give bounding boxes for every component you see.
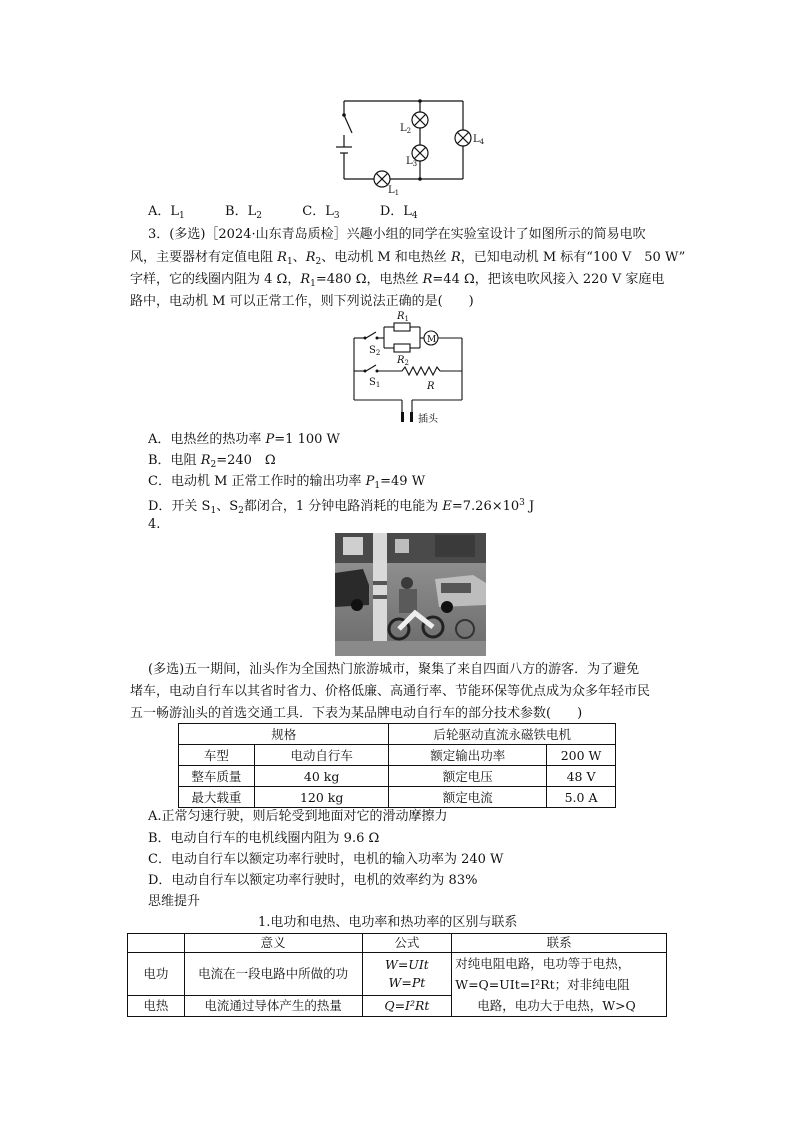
spec-header-left: 规格: [179, 724, 389, 745]
q3-stem-line4: 路中，电动机 M 可以正常工作，则下列说法正确的是( ): [130, 294, 474, 309]
table-cell: 额定电流: [389, 787, 547, 808]
label-r2: $R_2$: [397, 355, 409, 367]
table-cell: 120 kg: [254, 787, 389, 808]
table-cell: 整车质量: [179, 766, 255, 787]
table-row: [179, 745, 616, 766]
table-row: [128, 953, 667, 996]
label-l4: $L_4$: [473, 134, 485, 146]
q2-options: [148, 203, 418, 225]
table-header-row: [179, 724, 616, 745]
label-l1: $L_1$: [388, 185, 400, 197]
q4-option-c[interactable]: C．电动自行车以额定功率行驶时，电机的输入功率为 240 W: [148, 852, 504, 867]
q4-number: 4.: [148, 517, 161, 532]
q4-option-d[interactable]: D．电动自行车以额定功率行驶时，电机的效率约为 83%: [148, 873, 478, 888]
lamp-l2-icon: [412, 112, 428, 128]
q3-option-a[interactable]: A．电热丝的热功率 P=1 100 W: [148, 432, 340, 447]
table-cell-formula: W=UIt W=Pt: [362, 953, 452, 996]
work-heat-comparison-table: [127, 933, 667, 1017]
table-cell: 200 W: [547, 745, 616, 766]
q3-stem-line3: 字样，它的线圈内阻为 4 Ω，$R_1=480$ Ω，电热丝 R=44 Ω，把该电吹风接入 220 V 家庭电: [130, 272, 665, 289]
label-r1: $R_1$: [397, 311, 409, 323]
q4-stem-line2: 堵车，电动自行车以其省时省力、价格低廉、高通行率、节能环保等优点成为众多年轻市民: [130, 684, 651, 699]
label-s1: $S_1$: [369, 377, 381, 389]
table-row: [179, 766, 616, 787]
table-cell-formula: Q=I²Rt: [362, 995, 452, 1016]
label-l3: $L_3$: [406, 156, 418, 168]
q4-option-b[interactable]: B．电动自行车的电机线圈内阻为 9.6 Ω: [148, 831, 380, 846]
q3-stem-line2: 风，主要器材有定值电阻 $R_1$、$R_2$、电动机 M 和电热丝 R，已知电动机 M 标有“100 V 50 W”: [130, 250, 686, 267]
table-cell: 电功: [128, 953, 185, 996]
label-r: R: [427, 381, 435, 392]
motor-m-label: M: [427, 335, 437, 345]
ebike-spec-table: [178, 723, 616, 808]
plug-label: 插头: [418, 414, 438, 425]
thinking-heading: 思维提升: [148, 894, 201, 909]
q4-option-a[interactable]: A.正常匀速行驶，则后轮受到地面对它的滑动摩擦力: [148, 809, 448, 824]
q3-option-d[interactable]: D．开关 $S_1$、$S_2$都闭合，1 分钟电路消耗的电能为 $E=7.26\times 10^3$ J: [148, 498, 535, 516]
q2-option-d[interactable]: D．$L_4$: [379, 204, 418, 221]
q2-option-b[interactable]: B．$L_2$: [225, 204, 262, 221]
table-cell: 电动自行车: [254, 745, 389, 766]
table-cell: 额定电压: [389, 766, 547, 787]
q3-stem-line1: 3．(多选)［2024·山东青岛质检］兴趣小组的同学在实验室设计了如图所示的简易电吹: [148, 227, 646, 242]
table-cell: 联系: [452, 934, 667, 953]
table-cell-link: 对纯电阻电路，电功等于电热， W=Q=UIt=I²Rt；对非纯电阻 电路，电功大于电热，W>Q: [452, 953, 667, 1017]
hair-dryer-circuit-diagram: [340, 308, 475, 426]
table-cell: 48 V: [547, 766, 616, 787]
q3-option-b[interactable]: B．电阻 $R_2=240$ Ω: [148, 453, 276, 470]
spec-header-right: 后轮驱动直流永磁铁电机: [389, 724, 616, 745]
q2-option-c[interactable]: C．$L_3$: [302, 204, 340, 221]
table-row: [179, 787, 616, 808]
table-cell: 电流在一段电路中所做的功: [184, 953, 362, 996]
q2-option-a[interactable]: A．$L_1$: [148, 204, 185, 221]
q3-option-c[interactable]: C．电动机 M 正常工作时的输出功率 $P_1=49$ W: [148, 474, 426, 491]
table-cell: 电热: [128, 995, 185, 1016]
q4-stem-line3: 五一畅游汕头的首选交通工具．下表为某品牌电动自行车的部分技术参数( ): [130, 706, 583, 721]
table-cell: 最大载重: [179, 787, 255, 808]
label-l2: $L_2$: [400, 123, 412, 135]
table-cell: [128, 934, 185, 953]
q4-stem-line1: (多选)五一期间，汕头作为全国热门旅游城市，聚集了来自四面八方的游客．为了避免: [148, 662, 640, 677]
table-cell: 5.0 A: [547, 787, 616, 808]
table-header-row: [128, 934, 667, 953]
lamp-l3-icon: [412, 145, 428, 161]
ebike-street-photo: [335, 533, 486, 656]
lamp-l4-icon: [455, 130, 471, 146]
lamp-circuit-diagram: [330, 95, 500, 197]
table-cell: 40 kg: [254, 766, 389, 787]
table-cell: 额定输出功率: [389, 745, 547, 766]
table-cell: 车型: [179, 745, 255, 766]
thinking-subheading: 1.电功和电热、电功率和热功率的区别与联系: [258, 915, 518, 930]
table-cell: 电流通过导体产生的热量: [184, 995, 362, 1016]
table-cell: 公式: [362, 934, 452, 953]
label-s2: $S_2$: [369, 345, 381, 357]
table-cell: 意义: [184, 934, 362, 953]
